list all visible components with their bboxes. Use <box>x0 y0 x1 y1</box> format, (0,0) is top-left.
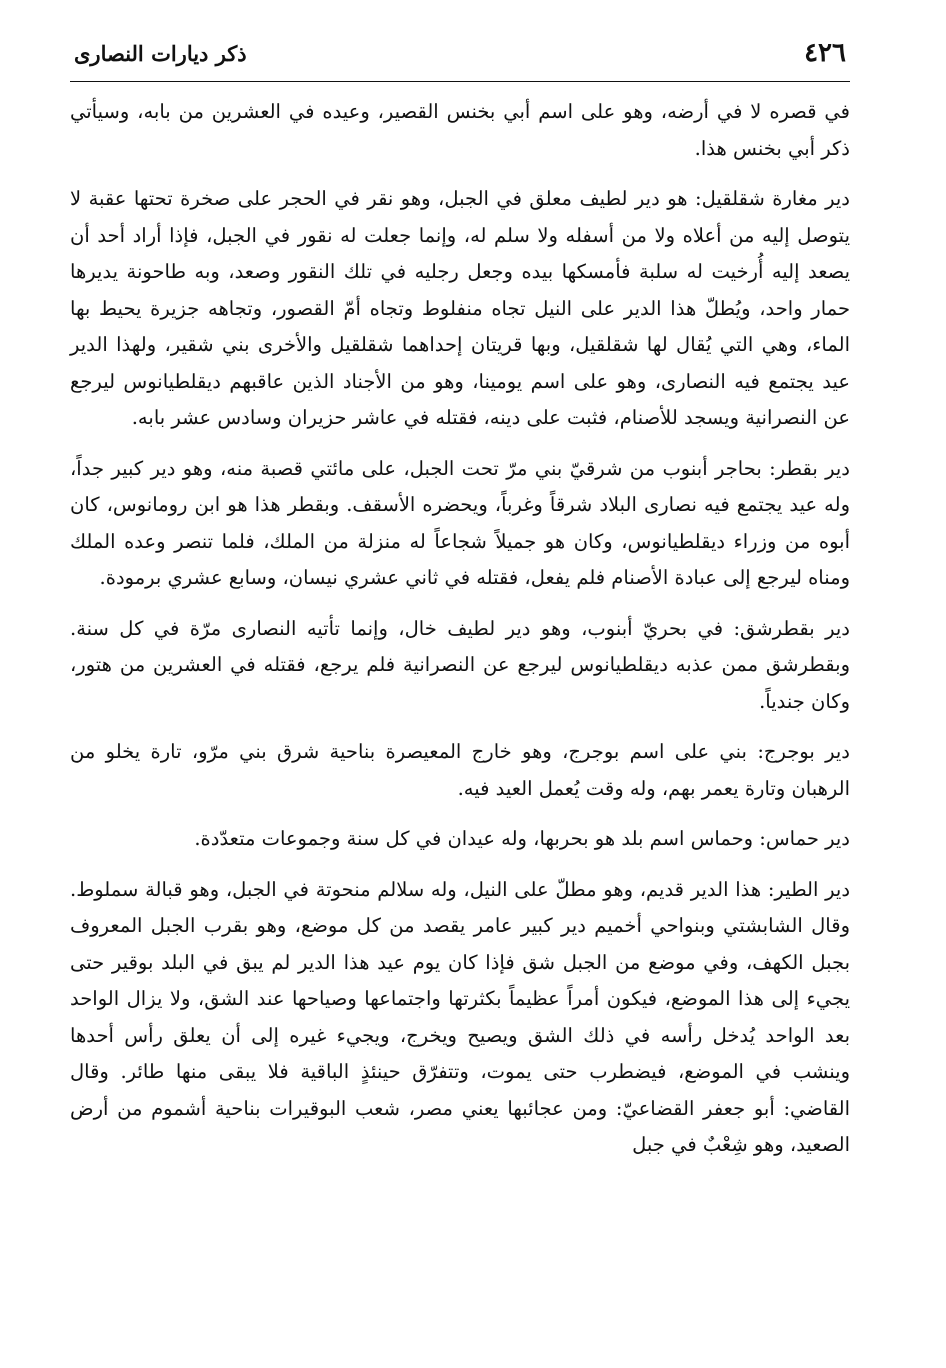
paragraph-continuation: في قصره لا في أرضه، وهو على اسم أبي بخنس القصير، وعيده في العشرين من بابه، وسيأتي ذكر أبي بخنس هذا. <box>70 100 850 160</box>
running-header <box>70 38 850 82</box>
paragraph-deir-hamas: دير حماس: وحماس اسم بلد هو بحربها، وله عيدان في كل سنة وجموعات متعدّدة. <box>194 827 850 850</box>
book-page <box>70 38 850 1338</box>
body-text <box>70 94 850 1164</box>
paragraph-deir-al-tayr: دير الطير: هذا الدير قديم، وهو مطلّ على النيل، وله سلالم منحوتة في الجبل، وهو قبالة سملوط. وقال الشابشتي وبنواحي أخميم دير كبير عامر يقصد من كل موضع، وهو بقرب الجبل المعروف بجبل الكهف، وفي موضع من الجبل شق فإذا كان يوم عيد هذا الدير لم يبق في البلد بوقير حتى يجيء إلى هذا الموضع، فيكون أمراً عظيماً بكثرتها واجتماعها وصياحها عند الشق، ولا يزال الواحد بعد الواحد يُدخل رأسه في ذلك الشق ويصيح ويخرج، ويجيء غيره إلى أن يعلق رأس أحدها وينشب في الموضع، فيضطرب حتى يموت، وتتفرّق حينئذٍ الباقية فلا يبقى منها طائر. وقال القاضي: أبو جعفر القضاعيّ: ومن عجائبها يعني مصر، شعب البوقيرات بناحية أشموم من أرض الصعيد، وهو شِعْبٌ في جبل <box>70 877 850 1156</box>
paragraph-deir-buqturshaq: دير بقطرشق: في بحريّ أبنوب، وهو دير لطيف خال، وإنما تأتيه النصارى مرّة في كل سنة. وبقطرشق ممن عذبه ديقلطيانوس ليرجع عن النصرانية فلم يرجع، فقتله في العشرين من هتور، وكان جندياً. <box>70 616 850 713</box>
running-title: ذكر ديارات النصارى <box>74 41 247 66</box>
page-number: ٤٢٦ <box>804 38 846 68</box>
paragraph-deir-shaqlaqil: دير مغارة شقلقيل: هو دير لطيف معلق في الجبل، وهو نقر في الحجر على صخرة تحتها عقبة لا يتوصل إليه من أعلاه ولا من أسفله ولا سلم له، وإنما جعلت له نقور في الجبل، فإذا أراد أحد أن يصعد إليه أُرخيت له سلبة فأمسكها بيده وجعل رجليه في تلك النقور وصعد، وبه طاحونة يديرها حمار واحد، ويُطلّ هذا الدير على النيل تجاه منفلوط وتجاه أمّ القصور، وتجاهه جزيرة يحيط بها الماء، وهي التي يُقال لها شقلقيل، وبها قريتان إحداهما شقلقيل والأخرى بني شقير، ولهذا الدير عيد يجتمع فيه النصارى، وهو على اسم يومينا، وهو من الأجناد الذين عاقبهم ديقلطيانوس ليرجع عن النصرانية ويسجد للأصنام، فثبت على دينه، فقتله في عاشر حزيران وسادس عشر بابه. <box>70 187 850 429</box>
paragraph-deir-buqtur: دير بقطر: بحاجر أبنوب من شرقيّ بني مرّ تحت الجبل، على مائتي قصبة منه، وهو دير كبير جداً، وله عيد يجتمع فيه نصارى البلاد شرقاً وغرباً، ويحضره الأسقف. وبقطر هذا هو ابن رومانوس، كان أبوه من وزراء ديقلطيانوس، وكان هو جميلاً شجاعاً له منزلة من الملك، فلما تنصر وعده الملك ومناه ليرجع إلى عبادة الأصنام فلم يفعل، فقتله في ثاني عشري نيسان، وسابع عشري برمودة. <box>70 456 850 589</box>
paragraph-deir-bujurj: دير بوجرج: بني على اسم بوجرج، وهو خارج المعيصرة بناحية شرق بني مرّو، تارة يخلو من الرهبان وتارة يعمر بهم، وله وقت يُعمل العيد فيه. <box>70 740 850 800</box>
